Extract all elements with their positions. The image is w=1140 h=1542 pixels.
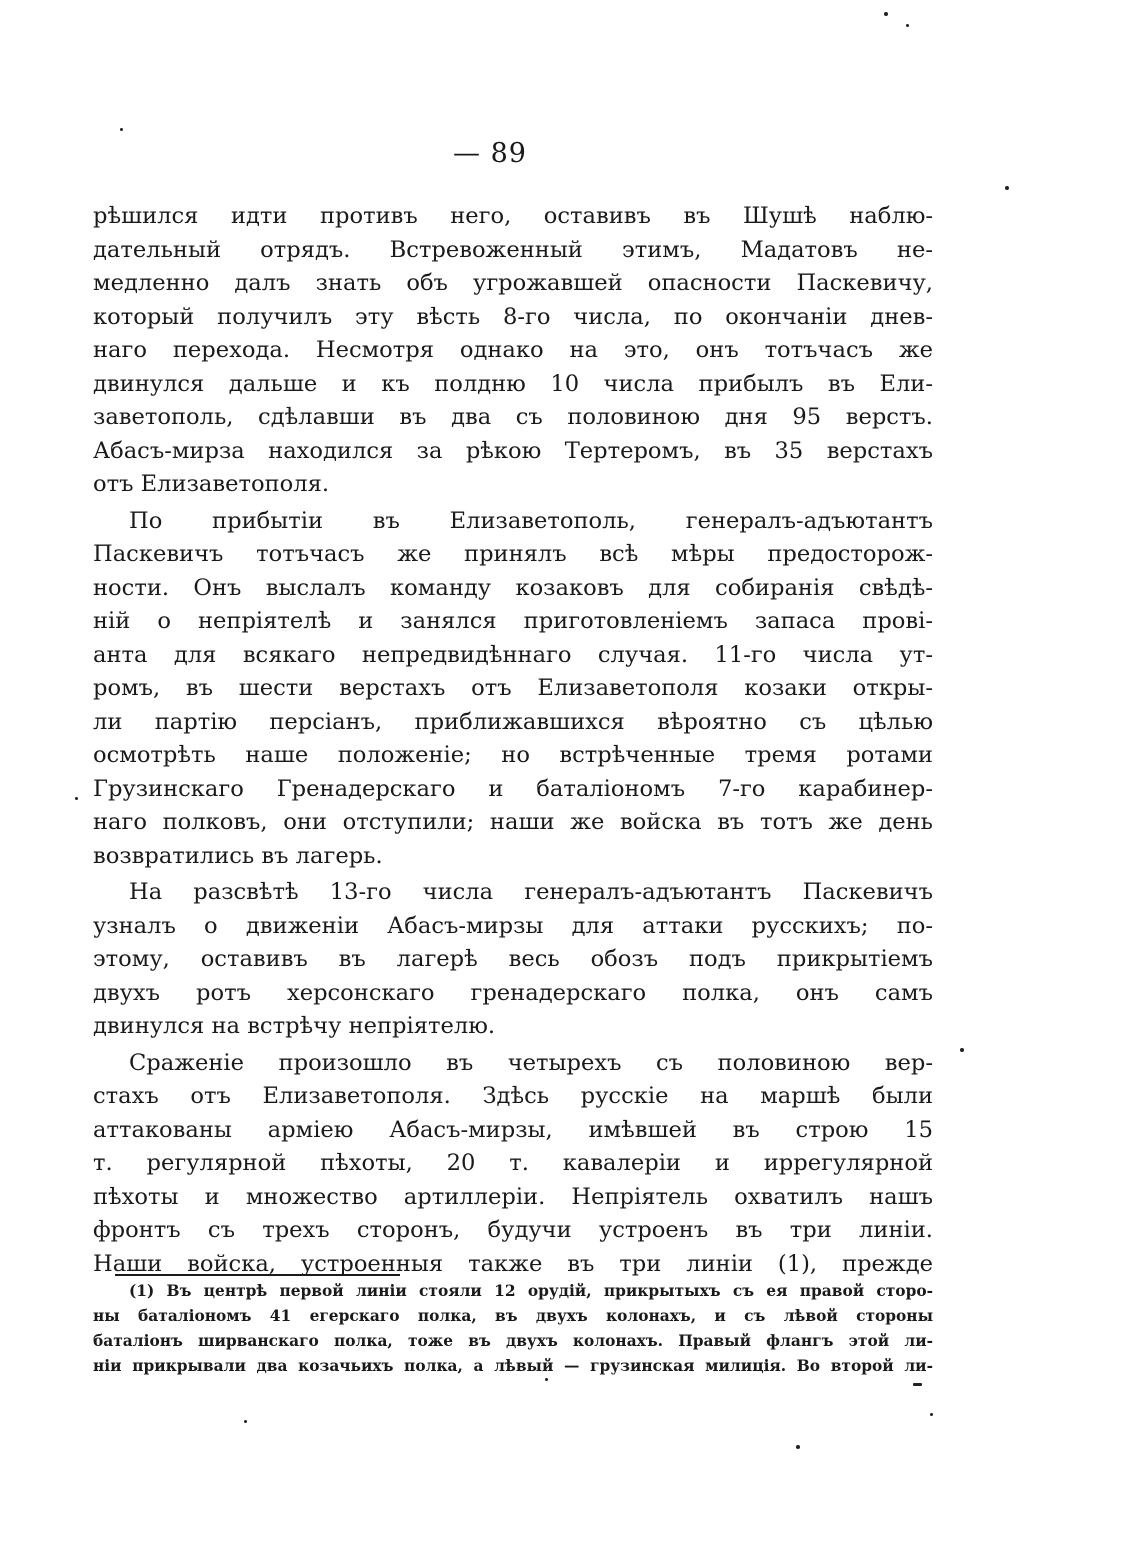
text-line: медленно далъ знать объ угрожавшей опасности Паскевичу, (93, 270, 933, 296)
text-line: осмотрѣть наше положеніе; но встрѣченные тремя ротами (93, 742, 933, 768)
body-text (93, 200, 933, 1281)
text-line: двинулся на встрѣчу непріятелю. (93, 1013, 496, 1039)
scan-speck (906, 24, 909, 27)
text-line: наго полковъ, они отступили; наши же войска въ тотъ же день (93, 809, 933, 835)
scan-speck (244, 1420, 247, 1423)
text-line: ній о непріятелѣ и занялся приготовленіемъ запаса прові- (93, 608, 933, 634)
text-line: Абасъ-мирза находился за рѣкою Тертеромъ, въ 35 верстахъ (93, 437, 933, 464)
text-line: т. регулярной пѣхоты, 20 т. кавалеріи и иррегулярной (93, 1150, 933, 1176)
text-line: заветополь, сдѣлавши въ два съ половиною дня 95 верстъ. (93, 404, 933, 430)
page-number: — 89 (453, 138, 527, 169)
scan-speck (960, 1048, 964, 1052)
text-line: Паскевичъ тотъчасъ же принялъ всѣ мѣры предосторож- (93, 541, 933, 567)
footnote-line: баталіонъ ширванскаго полка, тоже въ двухъ колонахъ. Правый флангъ этой ли- (93, 1332, 933, 1350)
text-line: наго перехода. Несмотря однако на это, онъ тотъчасъ же (93, 337, 933, 363)
text-line: двинулся дальше и къ полдню 10 числа прибылъ въ Ели- (93, 370, 933, 397)
text-line: По прибытіи въ Елизаветополь, генералъ-адъютантъ (129, 507, 933, 534)
scan-speck (796, 1445, 800, 1449)
text-line: стахъ отъ Елизаветополя. Здѣсь русскіе на маршѣ были (93, 1083, 933, 1109)
text-line: этому, оставивъ въ лагерѣ весь обозъ подъ прикрытіемъ (93, 946, 933, 972)
scan-speck (75, 797, 78, 800)
text-line: отъ Елизаветополя. (93, 471, 329, 497)
text-line: ромъ, въ шести верстахъ отъ Елизаветополя козаки откры- (93, 675, 933, 701)
text-line: Наши войска, устроенныя также въ три линіи (1), прежде (93, 1250, 933, 1277)
text-line: На разсвѣтѣ 13-го числа генералъ-адъютантъ Паскевичъ (129, 879, 933, 905)
scan-speck (120, 128, 123, 131)
text-line: узналъ о движеніи Абасъ-мирзы для аттаки русскихъ; по- (93, 912, 933, 939)
text-line: двухъ ротъ херсонскаго гренадерскаго полка, онъ самъ (93, 979, 933, 1006)
text-line: который получилъ эту вѣсть 8-го числа, по окончаніи днев- (93, 303, 933, 330)
scan-speck (545, 1378, 548, 1381)
text-line: Грузинскаго Гренадерскаго и баталіономъ 7-го карабинер- (93, 775, 933, 802)
scan-speck (913, 1383, 922, 1386)
scan-speck (1005, 186, 1009, 190)
text-line: ности. Онъ выслалъ команду козаковъ для собиранія свѣдѣ- (93, 574, 933, 601)
footnote-line: ны баталіономъ 41 егерскаго полка, въ двухъ колонахъ, и съ лѣвой стороны (93, 1307, 933, 1325)
text-line: рѣшился идти противъ него, оставивъ въ Шушѣ наблю- (93, 203, 933, 229)
text-line: пѣхоты и множество артиллеріи. Непріятель охватилъ нашъ (93, 1183, 933, 1210)
text-line: анта для всякаго непредвидѣннаго случая. 11-го числа ут- (93, 641, 933, 668)
footnote (93, 1279, 933, 1379)
footnote-line: ніи прикрывали два козачьихъ полка, а лѣвый — грузинская милиція. Во второй ли- (93, 1357, 933, 1375)
scan-speck (884, 12, 888, 16)
text-line: фронтъ съ трехъ сторонъ, будучи устроенъ въ три линіи. (93, 1217, 933, 1243)
text-line: аттакованы арміею Абасъ-мирзы, имѣвшей въ строю 15 (93, 1116, 933, 1143)
footnote-rule (115, 1274, 400, 1276)
text-line: ли партію персіанъ, приближавшихся вѣроятно съ цѣлью (93, 708, 933, 735)
footnote-line: (1) Въ центрѣ первой линіи стояли 12 орудій, прикрытыхъ съ ея правой сторо- (129, 1282, 933, 1300)
text-line: Сраженіе произошло въ четырехъ съ половиною вер- (129, 1049, 933, 1076)
text-line: возвратились въ лагерь. (93, 842, 383, 869)
scan-speck (930, 1413, 933, 1416)
text-line: дательный отрядъ. Встревоженный этимъ, Мадатовъ не- (93, 236, 933, 263)
